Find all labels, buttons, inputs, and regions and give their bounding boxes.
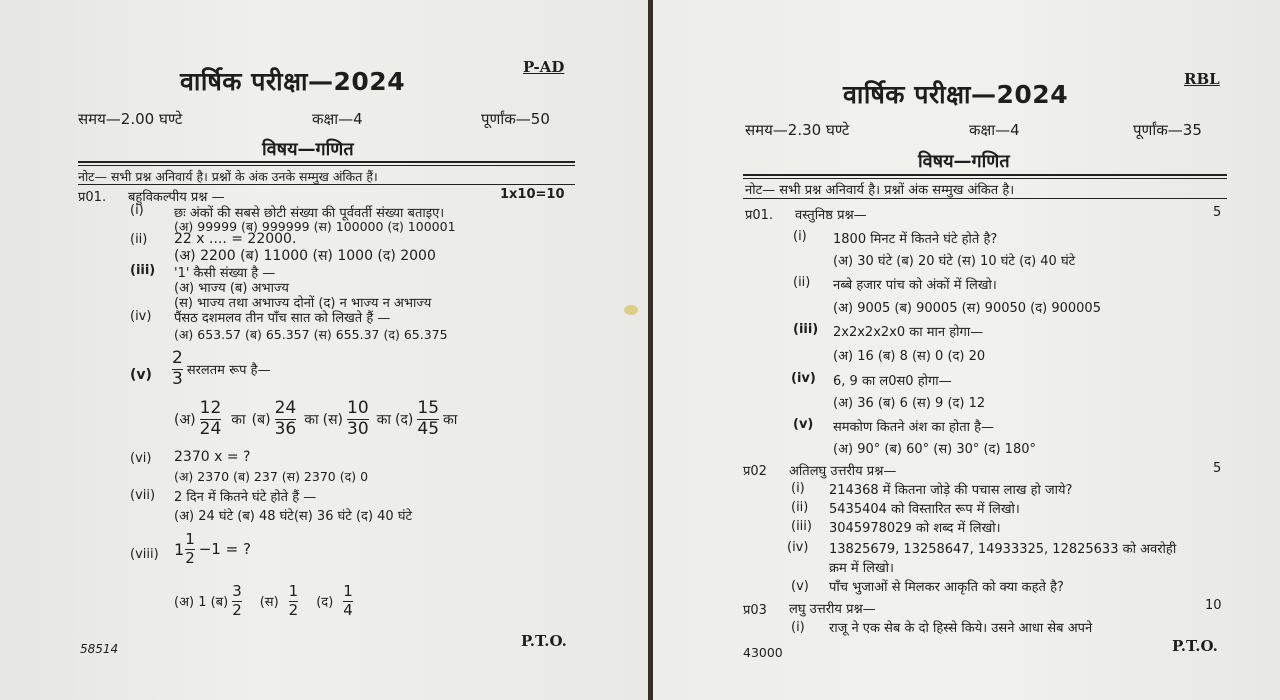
right-item-options: (अ) 90° (ब) 60° (स) 30° (द) 180° [833,442,1036,457]
left-item-options-2: (स) भाज्य तथा अभाज्य दोनों (द) न भाज्य न अभाज्य [174,296,432,311]
fraction-denominator: 2 [288,600,299,619]
fraction-numerator: 2 [172,348,183,368]
left-q1-label: बहुविकल्पीय प्रश्न — [128,190,225,205]
right-subject: विषय—गणित [918,151,1010,172]
left-item-options: (अ) 653.57 (ब) 65.357 (स) 655.37 (द) 65.375 [174,327,448,342]
left-item-question: सरलतम रूप है— [186,363,271,379]
right-item-options: (अ) 36 (ब) 6 (स) 9 (द) 12 [833,396,986,411]
left-full-marks: पूर्णांक—50 [481,110,550,128]
fraction-numerator: 10 [347,398,369,418]
option-label: (द) [395,411,414,428]
right-item-options: (अ) 30 घंटे (ब) 20 घंटे (स) 10 घंटे (द) 40 घंटे [833,254,1076,269]
left-item-question: 22 x .... = 22000. [174,231,297,247]
left-rule-note [78,184,575,185]
right-item-number: (v) [793,417,814,432]
left-item-number: (vi) [130,451,152,466]
right-item-number: (ii) [791,500,809,515]
fraction-denominator: 24 [199,418,222,439]
option-suffix: का [376,411,392,428]
fraction-numerator: 15 [417,398,440,418]
right-rule-top-2 [743,178,1227,179]
right-item-number: (v) [791,579,809,594]
right-item-number: (iv) [787,540,809,555]
left-item-viii-question [174,532,251,567]
option-suffix: का [304,411,319,428]
right-item-question: राजू ने एक सेब के दो हिस्से किये। उसने आधा सेब अपने [829,621,1093,636]
left-item-question: 2 दिन में कितने घंटे होते हैं — [174,490,317,505]
right-note: नोट— सभी प्रश्न अनिवार्य है। प्रश्नों अंक सम्मुख अंकित है। [745,183,1015,198]
left-item-question: पैंसठ दशमलव तीन पाँच सात को लिखते हैं — [174,311,391,326]
right-item-question: 13825679, 13258647, 14933325, 12825633 को अवरोही [829,542,1177,557]
left-item-options: (अ) 24 घंटे (ब) 48 घंटे(स) 36 घंटे (द) 40 घंटे [174,509,413,524]
left-note: नोट— सभी प्रश्न अनिवार्य है। प्रश्नों के अंक उनके सम्मुख अंकित हैं। [78,169,378,184]
right-item-number: (iv) [791,371,816,386]
right-rule-top [743,174,1227,176]
right-item-number: (i) [793,229,807,244]
right-item-options: (अ) 16 (ब) 8 (स) 0 (द) 20 [833,349,986,364]
left-paper-code: P-AD [523,58,565,76]
option-label: (द) [316,595,334,611]
right-rule-note [743,198,1227,199]
right-time: समय—2.30 घण्टे [745,121,850,139]
right-item-number: (i) [791,481,805,496]
fraction-numerator: 1 [185,530,195,548]
left-item-number: (iii) [130,263,156,278]
right-item-number: (i) [791,620,805,635]
option-suffix: का [231,411,246,428]
mixed-whole: 1 [174,539,185,559]
right-q1-marks: 5 [1213,205,1222,220]
left-item-v-question [168,350,271,389]
right-item-question: 1800 मिनट में कितने घंटे होते है? [833,232,998,247]
right-item-question: 2x2x2x2x0 का मान होगा— [833,325,984,340]
right-q3-label: लघु उत्तरीय प्रश्न— [789,602,876,617]
right-exam-sheet [653,0,1280,700]
left-item-number: (iv) [130,309,152,324]
left-item-options: (अ) 99999 (ब) 999999 (स) 100000 (द) 100001 [174,219,456,234]
right-item-question: पाँच भुजाओं से मिलकर आकृति को क्या कहते है? [829,580,1064,595]
right-item-number: (iii) [793,322,819,337]
left-item-v-options [174,400,457,439]
left-footer-code: 58514 [80,642,119,656]
fraction [343,584,353,619]
left-item-question: −1 = ? [198,540,251,559]
right-exam-title: वार्षिक परीक्षा—2024 [843,80,1069,109]
fraction-denominator: 4 [343,600,353,619]
option-label: (स) [322,411,343,428]
fraction-numerator: 1 [343,582,353,600]
right-item-question: 214368 में कितना जोड़े की पचास लाख हो जाये? [829,483,1073,498]
right-q3-number: प्र03 [743,603,767,618]
right-q2-marks: 5 [1213,461,1222,476]
fraction-denominator: 36 [274,418,297,439]
right-item-question: नब्बे हजार पांच को अंकों में लिखो। [833,278,997,293]
left-item-number: (vii) [130,488,156,503]
right-item-question: समकोण कितने अंश का होता है— [833,420,995,435]
option-label: (ब) [251,411,271,428]
right-item-number: (ii) [793,275,811,290]
right-item-question: 5435404 को विस्तारित रूप में लिखो। [829,502,1020,517]
option-label: (स) [259,595,279,611]
right-q1-number: प्र01. [745,208,774,223]
fraction-denominator: 45 [417,418,440,439]
right-q1-label: वस्तुनिष्ठ प्रश्न— [795,208,867,223]
fraction-numerator: 12 [199,398,222,418]
fraction [347,400,369,439]
left-rule-top-2 [78,165,575,166]
right-item-question: 3045978029 को शब्द में लिखो। [829,521,1001,536]
fraction [289,584,299,619]
paper-stain [624,305,638,315]
left-pto: P.T.O. [521,632,567,650]
left-item-question: '1' कैसी संख्या है — [174,266,276,281]
left-item-options: (अ) 2370 (ब) 237 (स) 2370 (द) 0 [174,469,369,484]
option-label: (अ) 1 (ब) [174,595,229,611]
left-item-question: छः अंकों की सबसे छोटी संख्या की पूर्ववर्ती संख्या बताइए। [174,206,445,221]
left-q1-marks: 1x10=10 [500,187,565,202]
fraction [185,532,195,567]
right-item-question-cont: क्रम में लिखो। [829,561,894,576]
right-item-number: (iii) [791,519,812,534]
fraction-numerator: 3 [232,582,242,600]
option-label: (अ) [174,411,196,428]
right-item-question: 6, 9 का ल0स0 होगा— [833,374,952,389]
left-q1-number: प्र01. [78,190,107,205]
fraction [172,350,183,389]
left-item-options: (अ) भाज्य (ब) अभाज्य [174,281,289,296]
fraction [232,584,242,619]
right-item-options: (अ) 9005 (ब) 90005 (स) 90050 (द) 900005 [833,301,1101,316]
right-q2-label: अतिलघु उत्तरीय प्रश्न— [789,464,897,479]
right-footer-code: 43000 [743,645,783,660]
fraction-denominator: 2 [185,548,195,567]
fraction-denominator: 30 [347,418,369,439]
right-class: कक्षा—4 [969,121,1020,139]
fraction-denominator: 3 [172,368,183,389]
fraction [200,400,222,439]
right-pto: P.T.O. [1172,637,1218,655]
right-full-marks: पूर्णांक—35 [1133,121,1202,139]
left-item-options: (अ) 2200 (ब) 11000 (स) 1000 (द) 2000 [174,248,436,264]
left-item-number: (viii) [130,547,159,562]
left-item-number: (i) [130,203,144,218]
fraction-denominator: 2 [232,600,242,619]
left-exam-title: वार्षिक परीक्षा—2024 [180,67,406,96]
right-paper-code: RBL [1184,70,1220,88]
left-subject: विषय—गणित [262,139,354,160]
fraction [417,400,439,439]
left-item-number: (v) [130,367,152,383]
left-rule-top [78,161,575,163]
fraction-numerator: 1 [288,582,299,600]
left-time: समय—2.00 घण्टे [78,110,183,128]
left-item-question: 2370 x = ? [174,449,251,465]
fraction [275,400,297,439]
right-q3-marks: 10 [1205,598,1222,613]
option-suffix: का [443,411,458,428]
fraction-numerator: 24 [274,398,297,418]
left-class: कक्षा—4 [312,110,363,128]
right-q2-number: प्र02 [743,464,767,479]
left-item-viii-options [174,584,357,619]
left-item-number: (ii) [130,232,148,247]
